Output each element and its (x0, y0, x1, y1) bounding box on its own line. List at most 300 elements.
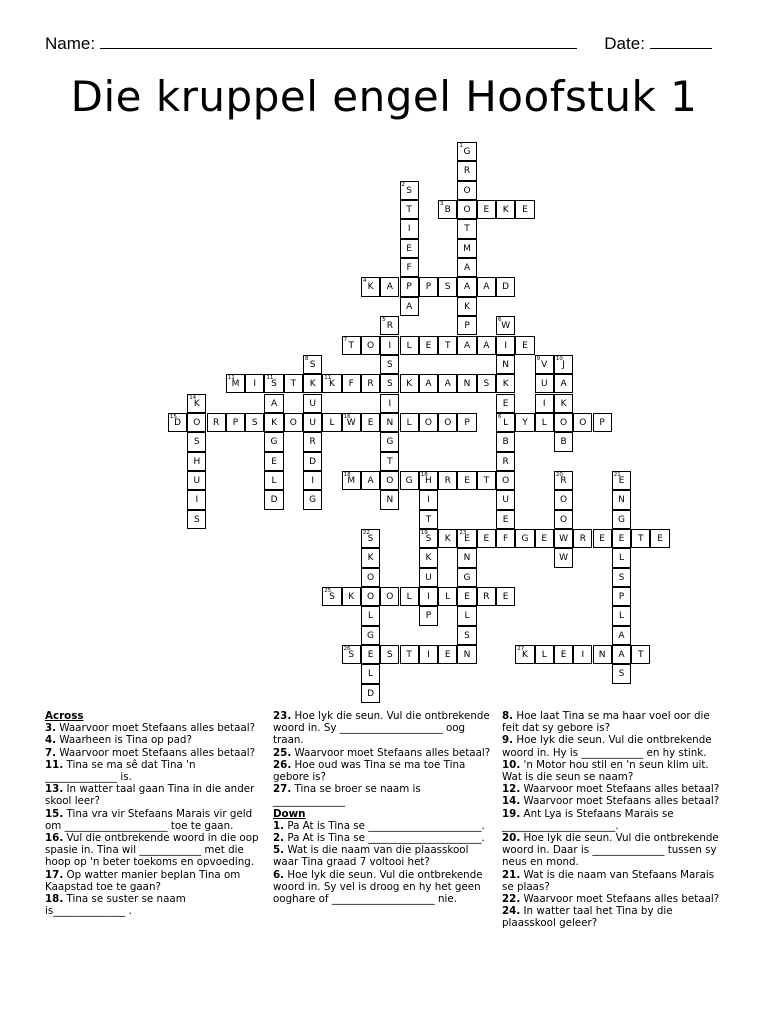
cell-letter: I (311, 475, 314, 486)
grid-cell[interactable] (400, 181, 419, 200)
clue-number: 26 (343, 646, 351, 653)
cell-letter: O (559, 417, 568, 428)
cell-letter: A (483, 340, 490, 351)
cell-letter: G (405, 475, 413, 486)
clue-item (45, 783, 267, 807)
grid-cell[interactable] (593, 413, 612, 432)
grid-cell[interactable] (245, 374, 264, 393)
grid-cell[interactable] (303, 413, 322, 432)
grid-cell[interactable] (187, 510, 206, 529)
grid-cell[interactable] (245, 413, 264, 432)
grid-cell[interactable] (457, 568, 476, 587)
grid-cell[interactable] (457, 239, 476, 258)
grid-cell[interactable] (419, 568, 438, 587)
grid-cell[interactable] (264, 374, 283, 393)
grid-cell[interactable] (515, 645, 534, 664)
cell-letter: L (368, 669, 374, 680)
grid-cell[interactable] (457, 142, 476, 161)
grid-cell[interactable] (612, 510, 631, 529)
clue-text: Pa At is Tina se ______________________. (284, 832, 485, 845)
page-title: Die kruppel engel Hoofstuk 1 (70, 72, 698, 121)
grid-cell[interactable] (303, 452, 322, 471)
cell-letter: A (463, 263, 471, 274)
grid-cell[interactable] (361, 626, 380, 645)
grid-cell[interactable] (457, 587, 476, 606)
grid-cell[interactable] (264, 490, 283, 509)
grid-cell[interactable] (380, 336, 399, 355)
grid-cell[interactable] (380, 316, 399, 335)
cell-letter: N (598, 650, 606, 661)
grid-cell[interactable] (554, 374, 573, 393)
grid-cell[interactable] (361, 413, 380, 432)
grid-cell[interactable] (187, 471, 206, 490)
clue-number: 25 (324, 588, 332, 595)
grid-cell[interactable] (554, 645, 573, 664)
grid-cell[interactable] (535, 529, 554, 548)
grid-cell[interactable] (477, 529, 496, 548)
grid-cell[interactable] (303, 471, 322, 490)
cell-letter: A (618, 650, 625, 661)
grid-cell[interactable] (612, 606, 631, 625)
grid-cell[interactable] (361, 606, 380, 625)
grid-cell[interactable] (342, 471, 361, 490)
grid-cell[interactable] (612, 568, 631, 587)
grid-cell[interactable] (400, 239, 419, 258)
cell-letter: I (388, 398, 392, 409)
grid-cell[interactable] (419, 413, 438, 432)
cell-letter: R (483, 592, 490, 603)
clue-item (502, 869, 727, 893)
clue-text: Wat is die naam van die plaasskool waar Tina graad 7 voltooi het? (273, 844, 469, 869)
grid-cell[interactable] (535, 413, 554, 432)
cell-letter: S (386, 650, 393, 661)
grid-cell[interactable] (438, 374, 457, 393)
grid-cell[interactable] (361, 587, 380, 606)
grid-cell[interactable] (187, 490, 206, 509)
grid-cell[interactable] (477, 200, 496, 219)
clue-num: 4. (45, 734, 57, 747)
cell-letter: K (425, 553, 432, 564)
grid-cell[interactable] (419, 529, 438, 548)
grid-cell[interactable] (380, 277, 399, 296)
grid-cell[interactable] (226, 374, 245, 393)
cell-letter: G (463, 147, 471, 157)
grid-cell[interactable] (361, 374, 380, 393)
grid-cell[interactable] (400, 645, 419, 664)
cell-letter: I (253, 379, 257, 390)
grid-cell[interactable] (303, 490, 322, 509)
clue-text: Tina se suster se naam is______________ . (45, 893, 186, 918)
grid-cell[interactable] (284, 413, 303, 432)
clue-num: 5. (273, 844, 285, 857)
grid-cell[interactable] (573, 645, 592, 664)
grid-cell[interactable] (419, 471, 438, 490)
grid-cell[interactable] (207, 413, 226, 432)
grid-cell[interactable] (593, 529, 612, 548)
cell-letter: B (502, 437, 509, 448)
grid-cell[interactable] (496, 277, 515, 296)
grid-cell[interactable] (361, 568, 380, 587)
grid-cell[interactable] (322, 413, 341, 432)
cell-letter: T (444, 340, 451, 351)
grid-cell[interactable] (419, 510, 438, 529)
grid-cell[interactable] (631, 529, 650, 548)
cell-letter: D (270, 495, 278, 506)
clue-number: 10 (555, 355, 563, 362)
grid-cell[interactable] (515, 336, 534, 355)
grid-cell[interactable] (361, 471, 380, 490)
grid-cell[interactable] (477, 587, 496, 606)
cell-letter: T (637, 650, 644, 661)
date-label: Date: (604, 34, 645, 53)
grid-cell[interactable] (515, 200, 534, 219)
grid-cell[interactable] (400, 277, 419, 296)
grid-cell[interactable] (187, 394, 206, 413)
grid-cell[interactable] (438, 587, 457, 606)
grid-cell[interactable] (342, 587, 361, 606)
grid-cell[interactable] (187, 452, 206, 471)
cell-letter: E (464, 475, 470, 486)
grid-cell[interactable] (361, 548, 380, 567)
grid-cell[interactable] (419, 336, 438, 355)
clue-item (502, 734, 727, 758)
grid-cell[interactable] (361, 529, 380, 548)
grid-cell[interactable] (457, 413, 476, 432)
grid-cell[interactable] (303, 432, 322, 451)
cell-letter: O (444, 417, 452, 428)
grid-cell[interactable] (380, 374, 399, 393)
cell-letter: O (386, 592, 394, 603)
grid-cell[interactable] (380, 452, 399, 471)
grid-cell[interactable] (400, 258, 419, 277)
cell-letter: I (195, 495, 199, 506)
grid-cell[interactable] (457, 277, 476, 296)
grid-cell[interactable] (438, 529, 457, 548)
grid-cell[interactable] (264, 413, 283, 432)
clue-num: 25. (273, 746, 292, 759)
grid-cell[interactable] (457, 316, 476, 335)
grid-cell[interactable] (593, 645, 612, 664)
grid-cell[interactable] (477, 277, 496, 296)
clue-number: 27 (517, 646, 525, 653)
cell-letter: E (541, 534, 548, 544)
grid-cell[interactable] (477, 374, 496, 393)
cell-letter: E (599, 534, 605, 544)
grid-cell[interactable] (457, 258, 476, 277)
cell-letter: W (559, 534, 568, 544)
grid-cell[interactable] (187, 413, 206, 432)
cell-letter: D (309, 456, 317, 467)
cell-letter: H (425, 475, 432, 486)
grid-cell[interactable] (438, 200, 457, 219)
grid-cell[interactable] (419, 490, 438, 509)
grid-cell[interactable] (554, 413, 573, 432)
cell-letter: H (193, 456, 201, 467)
cell-letter: E (406, 243, 412, 254)
grid-cell[interactable] (264, 471, 283, 490)
cell-letter: O (193, 417, 201, 428)
grid-cell[interactable] (419, 277, 438, 296)
grid-cell[interactable] (457, 161, 476, 180)
grid-cell[interactable] (612, 471, 631, 490)
clue-item (273, 869, 495, 906)
grid-cell[interactable] (168, 413, 187, 432)
cell-letter: E (522, 340, 528, 351)
clue-number: 16 (343, 413, 351, 420)
grid-cell[interactable] (400, 587, 419, 606)
grid-cell[interactable] (322, 587, 341, 606)
grid-cell[interactable] (535, 394, 554, 413)
cell-letter: R (502, 456, 509, 467)
grid-cell[interactable] (322, 374, 341, 393)
grid-cell[interactable] (496, 510, 515, 529)
grid-cell[interactable] (496, 316, 515, 335)
clue-item (273, 747, 495, 759)
clue-item (273, 844, 495, 868)
cell-letter: G (270, 437, 278, 448)
grid-cell[interactable] (419, 587, 438, 606)
clue-item (502, 783, 727, 795)
clue-number: 21 (613, 471, 621, 478)
cell-letter: E (502, 592, 509, 603)
name-label: Name: (45, 34, 96, 53)
grid-cell[interactable] (496, 471, 515, 490)
cell-letter: U (425, 572, 432, 583)
cell-letter: I (388, 340, 392, 351)
grid-cell[interactable] (631, 645, 650, 664)
cell-letter: L (618, 611, 624, 622)
grid-cell[interactable] (554, 432, 573, 451)
grid-cell[interactable] (496, 374, 515, 393)
cell-letter: T (464, 224, 470, 235)
grid-cell[interactable] (457, 529, 476, 548)
grid-cell[interactable] (419, 645, 438, 664)
grid-cell[interactable] (554, 355, 573, 374)
grid-cell[interactable] (419, 606, 438, 625)
clue-number: 18 (343, 471, 351, 478)
grid-cell[interactable] (612, 664, 631, 683)
grid-cell[interactable] (419, 548, 438, 567)
cell-letter: B (444, 205, 451, 216)
clue-number: 6 (498, 317, 502, 324)
grid-cell[interactable] (457, 626, 476, 645)
grid-cell[interactable] (380, 645, 399, 664)
cell-letter: U (502, 495, 509, 506)
clue-num: 1. (273, 819, 285, 832)
cell-letter: I (407, 224, 411, 235)
grid-cell[interactable] (361, 645, 380, 664)
cell-letter: A (406, 301, 413, 312)
grid-cell[interactable] (554, 529, 573, 548)
cell-letter: S (618, 572, 625, 583)
cell-letter: U (540, 379, 548, 390)
cell-letter: U (193, 475, 201, 486)
grid-cell[interactable] (573, 529, 592, 548)
cell-letter: K (309, 379, 316, 390)
grid-cell[interactable] (226, 413, 245, 432)
grid-cell[interactable] (612, 626, 631, 645)
clue-num: 7. (45, 746, 57, 759)
cell-letter: V (541, 359, 548, 370)
grid-cell[interactable] (400, 200, 419, 219)
grid-cell[interactable] (380, 587, 399, 606)
cell-letter: M (347, 475, 356, 486)
grid-cell[interactable] (457, 471, 476, 490)
grid-cell[interactable] (573, 413, 592, 432)
cell-letter: O (559, 495, 568, 506)
grid-cell[interactable] (438, 277, 457, 296)
cell-letter: L (406, 592, 412, 603)
grid-cell[interactable] (438, 413, 457, 432)
cell-letter: L (271, 475, 277, 486)
grid-cell[interactable] (361, 684, 380, 703)
grid-cell[interactable] (496, 490, 515, 509)
cell-letter: K (328, 379, 335, 390)
grid-cell[interactable] (554, 510, 573, 529)
grid-cell[interactable] (515, 529, 534, 548)
grid-cell[interactable] (380, 355, 399, 374)
grid-cell[interactable] (496, 200, 515, 219)
grid-cell[interactable] (612, 645, 631, 664)
grid-cell[interactable] (457, 645, 476, 664)
grid-cell[interactable] (496, 394, 515, 413)
cell-letter: K (367, 553, 374, 564)
grid-cell[interactable] (496, 413, 515, 432)
grid-cell[interactable] (264, 452, 283, 471)
grid-cell[interactable] (477, 471, 496, 490)
grid-cell[interactable] (457, 374, 476, 393)
cell-letter: O (289, 417, 297, 428)
grid-cell[interactable] (457, 181, 476, 200)
grid-cell[interactable] (400, 297, 419, 316)
clue-num: 10. (502, 758, 521, 771)
grid-cell[interactable] (342, 374, 361, 393)
grid-cell[interactable] (496, 432, 515, 451)
grid-cell[interactable] (554, 394, 573, 413)
clue-text: Tina se broer se naam is ______________ (273, 783, 421, 808)
grid-cell[interactable] (400, 374, 419, 393)
grid-cell[interactable] (438, 336, 457, 355)
cell-letter: E (444, 650, 451, 661)
grid-cell[interactable] (303, 355, 322, 374)
cell-letter: L (406, 417, 412, 428)
clue-number: 6 (498, 413, 502, 420)
grid-cell[interactable] (457, 606, 476, 625)
grid-cell[interactable] (380, 394, 399, 413)
grid-cell[interactable] (457, 200, 476, 219)
clue-text: Waarvoor moet Stefaans alles betaal? (56, 746, 256, 759)
grid-cell[interactable] (457, 548, 476, 567)
grid-cell[interactable] (477, 336, 496, 355)
cell-letter: R (463, 166, 471, 177)
clue-item (273, 759, 495, 783)
grid-cell[interactable] (438, 471, 457, 490)
cell-letter: E (502, 514, 509, 525)
grid-cell[interactable] (400, 471, 419, 490)
grid-cell[interactable] (284, 374, 303, 393)
grid-cell[interactable] (535, 645, 554, 664)
grid-cell[interactable] (342, 645, 361, 664)
cell-letter: N (386, 417, 394, 428)
grid-cell[interactable] (496, 587, 515, 606)
clue-number: 19 (420, 530, 428, 536)
grid-cell[interactable] (380, 471, 399, 490)
grid-cell[interactable] (650, 529, 669, 548)
cell-letter: R (309, 437, 316, 448)
grid-cell[interactable] (380, 490, 399, 509)
grid-cell[interactable] (400, 413, 419, 432)
grid-cell[interactable] (496, 529, 515, 548)
clue-number: 5 (382, 317, 386, 324)
grid-cell[interactable] (264, 432, 283, 451)
grid-cell[interactable] (612, 548, 631, 567)
grid-cell[interactable] (303, 374, 322, 393)
cell-letter: E (560, 650, 567, 661)
clue-num: 2. (273, 832, 285, 845)
clue-num: 18. (45, 893, 64, 906)
cell-letter: P (232, 417, 239, 428)
clue-num: 8. (502, 710, 514, 722)
cell-letter: P (599, 417, 605, 428)
cell-letter: L (445, 592, 451, 603)
cell-letter: K (406, 379, 413, 390)
grid-cell[interactable] (361, 336, 380, 355)
clue-num: 11. (45, 758, 64, 771)
clue-item (45, 869, 267, 893)
cell-letter: K (521, 650, 528, 661)
grid-cell[interactable] (554, 490, 573, 509)
clue-num: 22. (502, 893, 521, 906)
grid-cell[interactable] (457, 297, 476, 316)
grid-cell[interactable] (400, 219, 419, 238)
grid-cell[interactable] (515, 413, 534, 432)
cell-letter: G (463, 572, 471, 583)
grid-cell[interactable] (496, 452, 515, 471)
grid-cell[interactable] (438, 645, 457, 664)
grid-cell[interactable] (457, 336, 476, 355)
grid-cell[interactable] (380, 432, 399, 451)
grid-cell[interactable] (419, 374, 438, 393)
grid-cell[interactable] (342, 336, 361, 355)
grid-cell[interactable] (612, 529, 631, 548)
cell-letter: F (348, 379, 354, 390)
grid-cell[interactable] (496, 355, 515, 374)
grid-cell[interactable] (361, 664, 380, 683)
grid-cell[interactable] (612, 587, 631, 606)
clue-num: 24. (502, 905, 521, 918)
cell-letter: L (406, 340, 412, 351)
grid-cell[interactable] (535, 374, 554, 393)
cell-letter: S (193, 437, 200, 448)
grid-cell[interactable] (342, 413, 361, 432)
cell-letter: S (406, 185, 412, 196)
cell-letter: A (425, 379, 432, 390)
grid-cell[interactable] (496, 336, 515, 355)
grid-cell[interactable] (612, 490, 631, 509)
grid-cell[interactable] (457, 219, 476, 238)
grid-cell[interactable] (554, 548, 573, 567)
grid-cell[interactable] (554, 471, 573, 490)
grid-cell[interactable] (400, 336, 419, 355)
cell-letter: S (386, 359, 393, 370)
cell-letter: N (463, 553, 471, 564)
grid-cell[interactable] (380, 413, 399, 432)
grid-cell[interactable] (264, 394, 283, 413)
grid-cell[interactable] (361, 277, 380, 296)
grid-cell[interactable] (187, 432, 206, 451)
grid-cell[interactable] (303, 394, 322, 413)
grid-cell[interactable] (535, 355, 554, 374)
